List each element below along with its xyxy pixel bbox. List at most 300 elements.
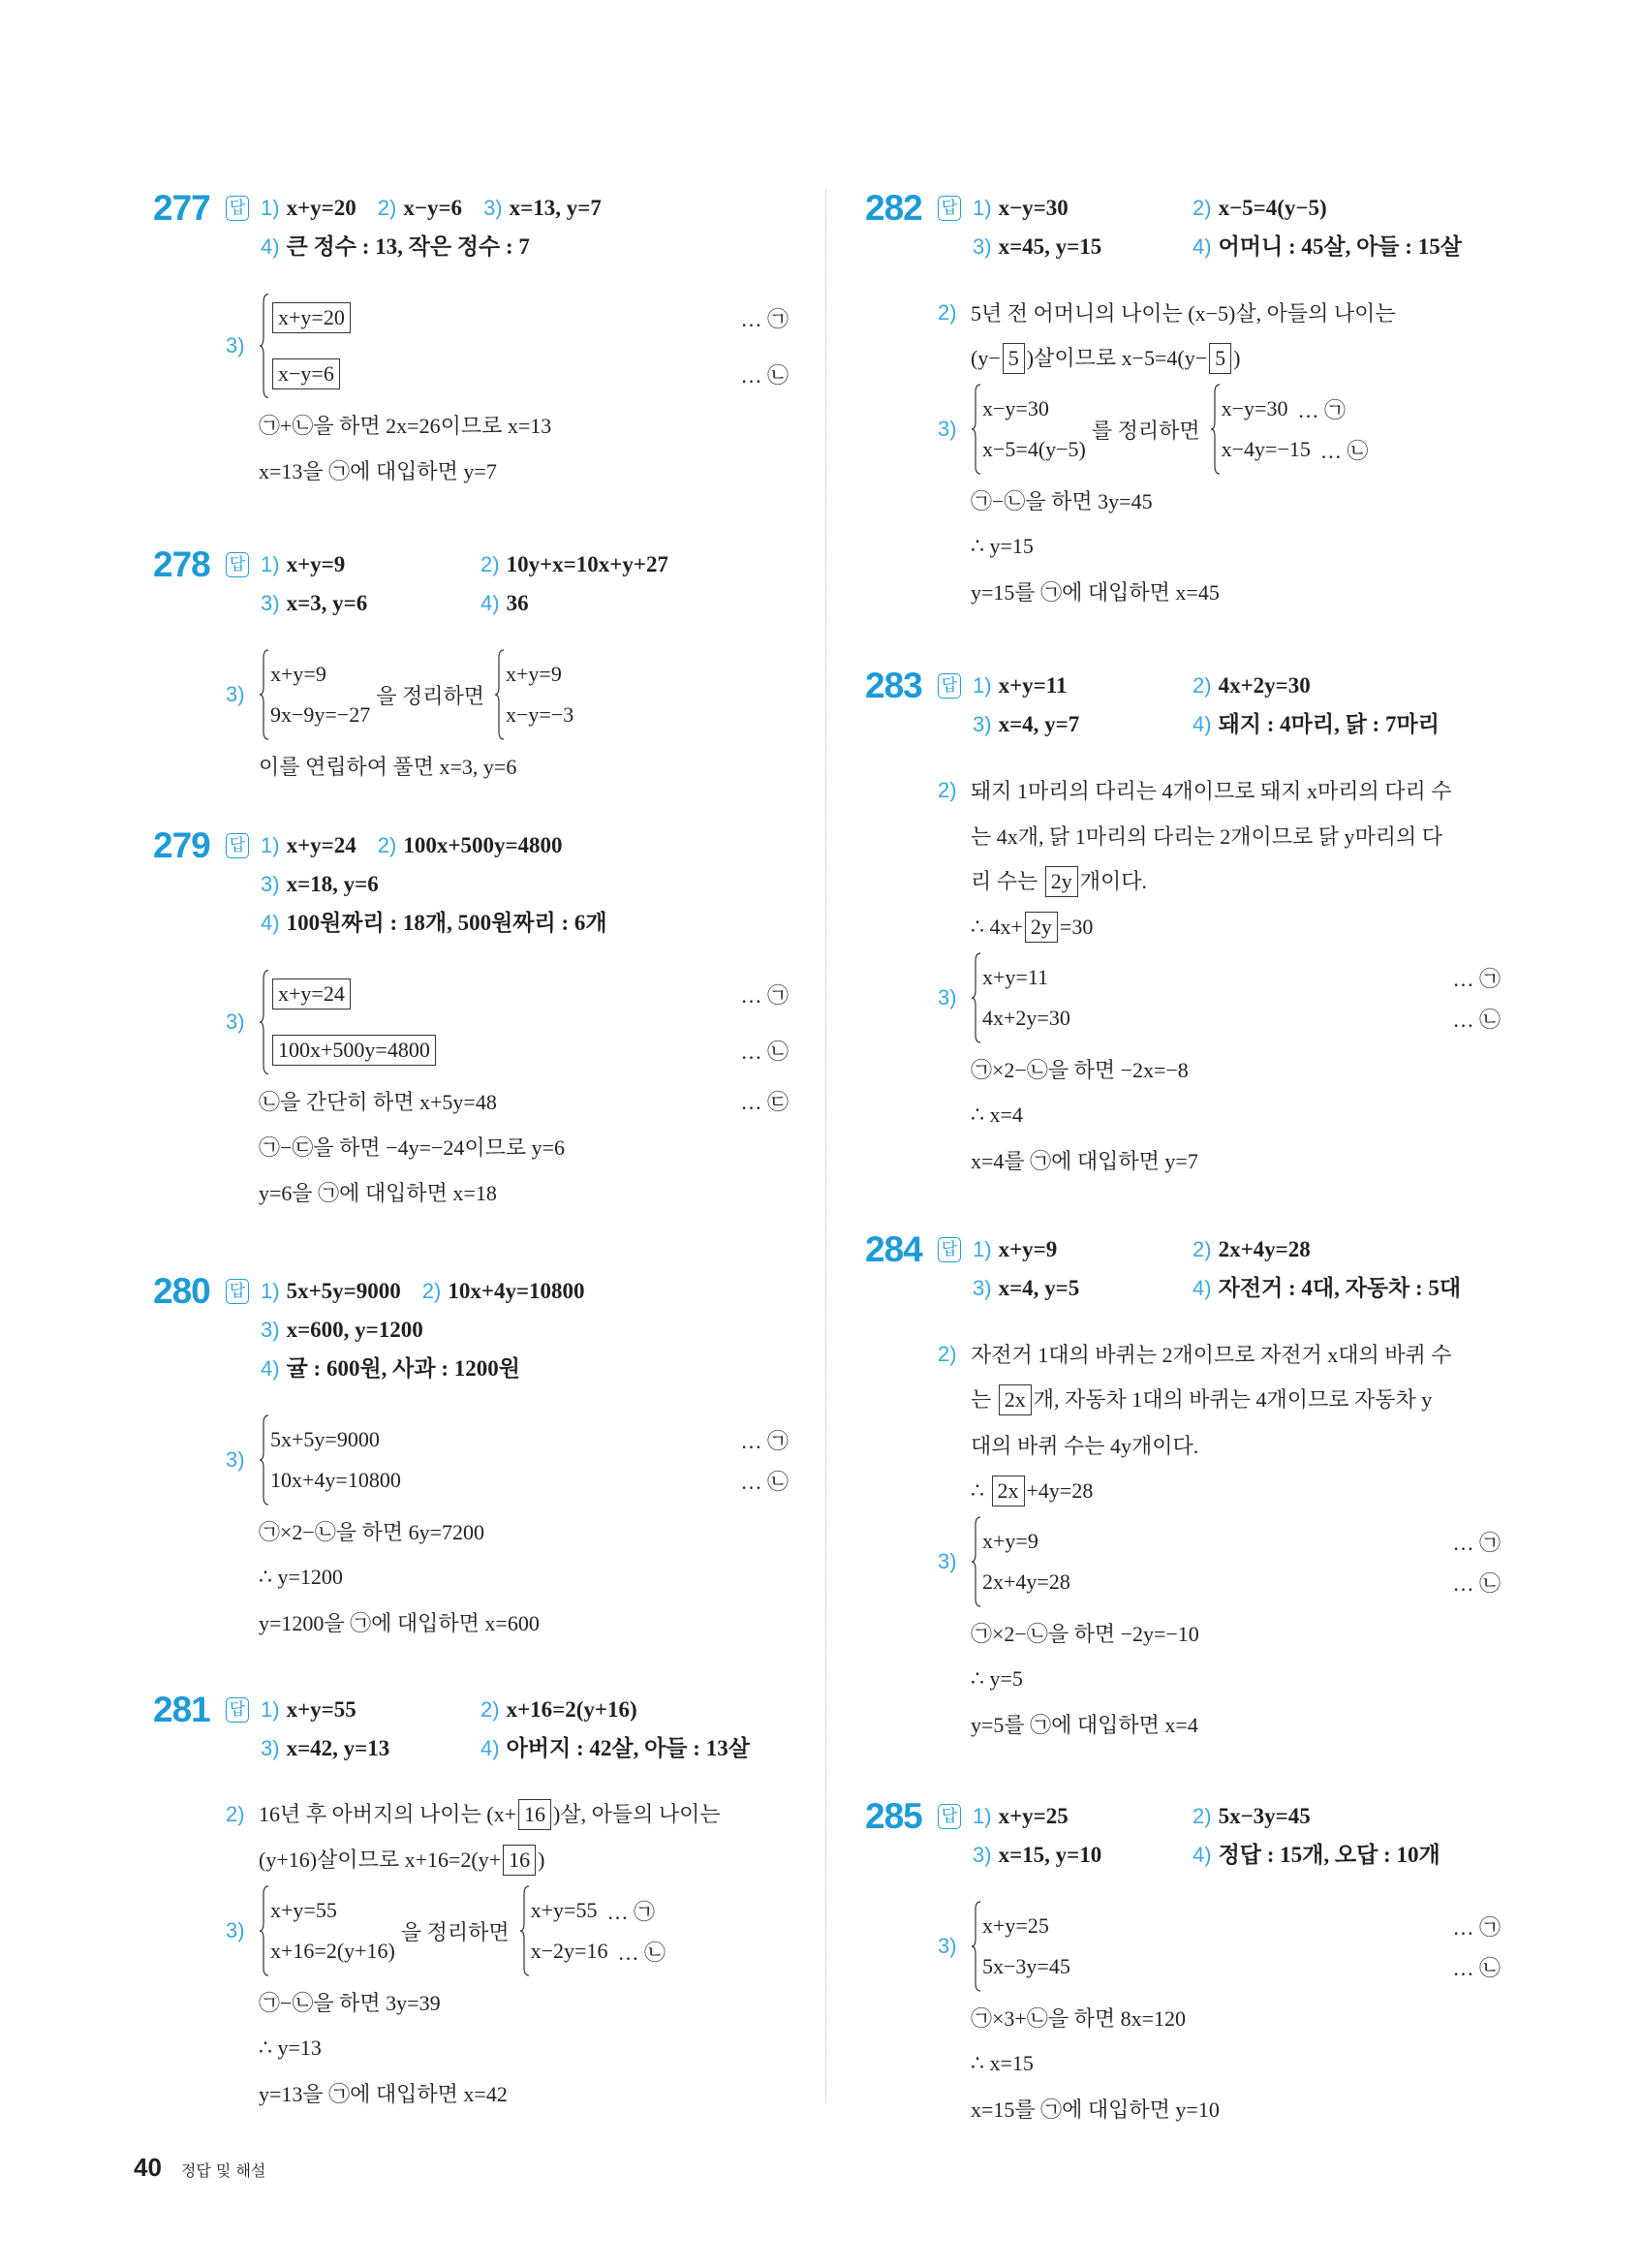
answer-line xyxy=(261,904,792,943)
answer-item xyxy=(480,1691,637,1729)
answer-item xyxy=(261,545,459,584)
text-segment: ∴ y=1200 xyxy=(259,1564,343,1589)
answer-item xyxy=(1193,705,1440,744)
problem-number: 282 xyxy=(865,188,922,228)
system-row xyxy=(270,966,792,1022)
answer-label: 4) xyxy=(261,234,280,259)
left-brace xyxy=(259,966,270,1078)
text-segment: y=5를 ㉠에 대입하면 x=4 xyxy=(971,1713,1198,1737)
answer-label: 1) xyxy=(261,1279,280,1303)
system xyxy=(259,1412,792,1508)
answer-value: x+y=24 xyxy=(286,833,356,857)
answer-line xyxy=(973,228,1504,266)
equation xyxy=(982,1954,1070,1979)
text-segment: 는 4x개, 닭 1마리의 다리는 2개이므로 닭 y마리의 다 xyxy=(971,824,1443,849)
equation-marker: … ㉢ xyxy=(740,1090,789,1114)
answer-value: 큰 정수 : 13, 작은 정수 : 7 xyxy=(286,234,530,259)
answer-item xyxy=(261,1350,520,1388)
equation-system xyxy=(226,1882,792,1979)
answer-label: 3) xyxy=(973,1843,992,1867)
answer-item xyxy=(261,826,356,865)
equation-system xyxy=(226,966,792,1078)
problem-header xyxy=(153,545,792,623)
answer-item xyxy=(973,228,1171,266)
answer-box: 2y xyxy=(1025,912,1058,943)
answer-value: x=600, y=1200 xyxy=(286,1318,423,1342)
equation: x−4y=−15 xyxy=(1221,437,1311,461)
system xyxy=(259,290,792,402)
answer-line xyxy=(973,1797,1504,1836)
section-title: 정답 및 해설 xyxy=(180,2161,266,2180)
equation-marker: … ㉡ xyxy=(1452,1007,1501,1032)
problem-number: 284 xyxy=(865,1229,922,1269)
left-brace xyxy=(259,1882,270,1979)
answer-label: 4) xyxy=(1193,1276,1212,1300)
answer-badge: 답 xyxy=(938,673,961,699)
equation-marker: … ㉡ xyxy=(740,362,789,388)
answer-badge: 답 xyxy=(226,1279,249,1304)
solution-text xyxy=(971,576,1504,606)
system-row xyxy=(982,1946,1504,1987)
solution-text xyxy=(259,2078,792,2108)
solution-line xyxy=(226,402,792,448)
answer-badge: 답 xyxy=(226,196,249,221)
step-label: 3) xyxy=(938,417,957,441)
solution-line xyxy=(938,904,1504,949)
solution-text xyxy=(971,865,1504,897)
answer-label: 4) xyxy=(480,1736,500,1760)
problem-header xyxy=(153,826,792,943)
answer-label: 3) xyxy=(261,1318,280,1342)
system-row xyxy=(982,1906,1504,1946)
answer-item xyxy=(1193,228,1462,266)
problem-282 xyxy=(865,189,1504,614)
answer-badge: 답 xyxy=(938,1804,961,1829)
answer-badge: 답 xyxy=(226,833,249,858)
answer-badge: 답 xyxy=(938,196,961,221)
system-row xyxy=(270,1890,395,1931)
answer-value: x=4, y=7 xyxy=(998,712,1080,736)
answer-item xyxy=(1193,667,1311,705)
equation-marker: … ㉡ xyxy=(740,1039,789,1064)
solution-text xyxy=(971,485,1504,515)
equation-marker: … ㉠ xyxy=(740,982,789,1008)
answer-line xyxy=(261,1691,792,1729)
answer-value: x=18, y=6 xyxy=(286,872,379,896)
text-segment: 2x+4y=28 xyxy=(982,1569,1070,1594)
answer-value: x+y=9 xyxy=(998,1237,1058,1261)
system-rows xyxy=(982,949,1504,1046)
equation: x+y=9 xyxy=(270,662,326,686)
answer-label: 3) xyxy=(261,1736,280,1760)
answer-box: 2x xyxy=(992,1476,1025,1507)
equation-system xyxy=(938,1898,1504,1995)
answer-item xyxy=(261,1272,401,1311)
answer-list xyxy=(973,667,1504,744)
problem-number: 283 xyxy=(865,666,922,705)
step-label: 3) xyxy=(226,682,245,706)
solution-text xyxy=(259,1132,792,1162)
answer-label: 1) xyxy=(261,1697,280,1722)
system-rows xyxy=(270,1412,792,1508)
problem-277 xyxy=(153,189,792,493)
answer-line xyxy=(261,826,792,865)
answer-list xyxy=(261,189,792,266)
problem-header xyxy=(153,189,792,266)
system xyxy=(259,646,792,743)
step-label: 3) xyxy=(938,1934,957,1958)
equation xyxy=(982,1913,1049,1939)
equation xyxy=(270,302,353,333)
answer-label: 2) xyxy=(1193,196,1212,220)
rearrange-text: 을 정리하면 xyxy=(376,683,484,708)
equation-marker: … ㉠ xyxy=(1452,1914,1501,1940)
solution-line xyxy=(938,1468,1504,1513)
text-segment: ㉠×2−㉡을 하면 6y=7200 xyxy=(259,1520,484,1544)
system-row xyxy=(270,290,792,346)
solution-text xyxy=(259,1798,792,1830)
solution-line xyxy=(938,1046,1504,1092)
answer-value: 5x+5y=9000 xyxy=(286,1279,401,1303)
solution-text xyxy=(971,1709,1504,1739)
left-brace xyxy=(259,290,270,402)
answer-label: 2) xyxy=(480,552,500,576)
answer-box: 5 xyxy=(1003,343,1025,374)
solution-text xyxy=(971,1339,1504,1369)
solution-line xyxy=(938,1422,1504,1468)
problem-283 xyxy=(865,667,1504,1183)
system-rows xyxy=(982,1513,1504,1610)
answer-list xyxy=(261,1691,792,1768)
answer-value: x=45, y=15 xyxy=(998,234,1102,259)
equation-marker: … ㉠ xyxy=(1297,397,1346,422)
left-brace xyxy=(494,646,506,743)
solution-line xyxy=(226,1554,792,1600)
solution-text xyxy=(971,1103,1504,1128)
solution xyxy=(153,646,792,789)
system-row xyxy=(270,1460,792,1501)
answer-line xyxy=(973,189,1504,228)
answer-value: 어머니 : 45살, 아들 : 15살 xyxy=(1218,234,1462,259)
system-row xyxy=(982,388,1086,429)
answer-label: 4) xyxy=(1193,712,1212,736)
solution-line xyxy=(226,1600,792,1645)
equation: x−y=30 xyxy=(1221,396,1288,420)
equation-marker: … ㉡ xyxy=(1452,1570,1501,1596)
solution xyxy=(153,1412,792,1645)
answer-item xyxy=(261,1729,459,1768)
text-segment: 자전거 1대의 바퀴는 2개이므로 자전거 x대의 바퀴 수 xyxy=(971,1343,1452,1367)
step-label: 3) xyxy=(226,1447,245,1472)
solution-line xyxy=(226,1124,792,1169)
answer-value: x+y=20 xyxy=(286,196,356,220)
text-segment: (y− xyxy=(971,346,1001,370)
page-number: 40 xyxy=(134,2153,162,2182)
solution-line xyxy=(226,2070,792,2116)
solution xyxy=(153,1791,792,2116)
text-segment: 대의 바퀴 수는 4y개이다. xyxy=(971,1434,1199,1458)
equation xyxy=(270,979,353,1010)
answer-label: 3) xyxy=(973,1276,992,1300)
solution-text xyxy=(259,1607,792,1637)
answer-value: 10y+x=10x+y+27 xyxy=(506,552,668,576)
text-segment: ) xyxy=(538,1848,545,1872)
solution-line xyxy=(226,1078,792,1124)
text-segment: 리 수는 xyxy=(971,869,1043,893)
system-row xyxy=(982,998,1504,1039)
answer-label: 1) xyxy=(973,1237,992,1261)
text-segment: 개이다. xyxy=(1079,869,1148,893)
answer-item xyxy=(261,904,607,943)
equation-marker: … ㉠ xyxy=(1452,966,1501,991)
equation-marker: … ㉠ xyxy=(606,1899,655,1924)
equation xyxy=(270,1035,438,1066)
problem-284 xyxy=(865,1230,1504,1747)
equation: x−2y=16 xyxy=(530,1939,608,1963)
solution-text xyxy=(971,1145,1504,1175)
solution-text xyxy=(971,912,1504,943)
answer-line xyxy=(973,1230,1504,1269)
system-row xyxy=(270,346,792,402)
step-label: 3) xyxy=(226,1010,245,1034)
text-segment: ㉠×2−㉡을 하면 −2y=−10 xyxy=(971,1622,1199,1646)
system-row xyxy=(270,1022,792,1078)
step-label: 2) xyxy=(938,777,957,802)
solution-line xyxy=(226,2025,792,2070)
rearrange-text: 를 정리하면 xyxy=(1091,418,1200,443)
answer-value: x=3, y=6 xyxy=(286,591,368,615)
text-segment: ) xyxy=(1233,346,1241,370)
answer-list xyxy=(261,545,792,623)
answer-line xyxy=(261,189,792,228)
answer-item xyxy=(378,826,563,865)
left-brace xyxy=(971,381,982,478)
equation: x+y=55 xyxy=(530,1898,598,1922)
solution-text xyxy=(971,342,1504,374)
equation-marker: … ㉠ xyxy=(740,306,789,331)
system-rows xyxy=(270,290,792,402)
answer-line xyxy=(261,1272,792,1311)
answer-badge: 답 xyxy=(226,552,249,577)
solution-text xyxy=(259,1086,740,1116)
text-segment: 는 xyxy=(971,1387,997,1412)
answer-label: 3) xyxy=(261,872,280,896)
solution-text xyxy=(259,2035,792,2061)
answer-item xyxy=(973,1230,1171,1269)
solution-line xyxy=(226,448,792,493)
answer-value: x+y=25 xyxy=(998,1804,1069,1828)
equation xyxy=(982,965,1048,990)
solution-line xyxy=(938,523,1504,569)
problem-278 xyxy=(153,545,792,789)
problem-number: 277 xyxy=(153,188,210,228)
answer-list xyxy=(973,1230,1504,1308)
text-segment: (y+16)살이므로 x+16=2(y+ xyxy=(259,1848,502,1872)
text-segment: x=13을 ㉠에 대입하면 y=7 xyxy=(259,459,497,483)
solution-line xyxy=(938,1377,1504,1422)
equation-marker: … ㉡ xyxy=(740,1469,789,1494)
text-segment: ㉠−㉡을 하면 3y=39 xyxy=(259,1991,441,2015)
equation-system xyxy=(938,949,1504,1046)
equation: x−y=30 xyxy=(982,396,1049,420)
answer-line xyxy=(973,667,1504,705)
answer-label: 1) xyxy=(973,1804,992,1828)
answer-label: 1) xyxy=(973,673,992,698)
text-segment: )살이므로 x−5=4(y− xyxy=(1026,346,1208,370)
answer-label: 1) xyxy=(261,833,280,857)
answer-box: 16 xyxy=(518,1799,551,1830)
system xyxy=(971,949,1504,1046)
answer-item xyxy=(973,1269,1171,1308)
step-label: 2) xyxy=(938,299,957,325)
answer-line xyxy=(261,228,792,266)
answer-value: 정답 : 15개, 오답 : 10개 xyxy=(1218,1843,1441,1867)
text-segment: ㉡을 간단히 하면 x+5y=48 xyxy=(259,1090,497,1114)
answer-label: 2) xyxy=(480,1697,500,1722)
equation xyxy=(982,1529,1038,1554)
system-row xyxy=(982,1521,1504,1562)
answer-item xyxy=(973,1836,1171,1875)
answer-item xyxy=(1193,1836,1441,1875)
text-segment: ㉠−㉡을 하면 3y=45 xyxy=(971,489,1153,513)
system-rows xyxy=(982,1898,1504,1995)
problem-285 xyxy=(865,1797,1504,2131)
left-brace xyxy=(971,949,982,1046)
text-segment: x+y=25 xyxy=(982,1913,1049,1938)
answer-line xyxy=(261,1350,792,1388)
problem-header xyxy=(865,1230,1504,1308)
solution-line xyxy=(938,335,1504,381)
left-brace xyxy=(259,646,270,743)
answer-list xyxy=(261,826,792,943)
system-row xyxy=(531,1931,666,1972)
problem-header xyxy=(865,1797,1504,1875)
step-label: 3) xyxy=(938,985,957,1010)
answer-value: 36 xyxy=(506,591,529,615)
answer-label: 4) xyxy=(261,911,280,935)
text-segment: 16년 후 아버지의 나이는 (x+ xyxy=(259,1802,517,1826)
text-segment: 4x+2y=30 xyxy=(982,1006,1070,1030)
solution xyxy=(865,767,1504,1183)
answer-line xyxy=(973,1836,1504,1875)
equation-system xyxy=(226,290,792,402)
answer-value: 귤 : 600원, 사과 : 1200원 xyxy=(286,1356,520,1381)
answer-line xyxy=(261,1729,792,1768)
system-row xyxy=(270,1419,792,1460)
answer-value: x=42, y=13 xyxy=(286,1736,390,1760)
system-rows-rearranged xyxy=(506,646,573,743)
answer-label: 2) xyxy=(1193,1804,1212,1828)
left-brace xyxy=(971,1898,982,1995)
answer-label: 3) xyxy=(261,591,280,615)
answer-label: 3) xyxy=(973,712,992,736)
text-segment: ㉠×3+㉡을 하면 8x=120 xyxy=(971,2006,1186,2031)
solution-line xyxy=(226,743,792,789)
solution-line xyxy=(226,1791,792,1837)
system-rows-original xyxy=(270,646,370,743)
text-segment: y=15를 ㉠에 대입하면 x=45 xyxy=(971,580,1220,605)
answer-list xyxy=(261,1272,792,1388)
text-segment: ㉠−㉢을 하면 −4y=−24이므로 y=6 xyxy=(259,1135,566,1160)
equation-marker: … ㉠ xyxy=(740,1428,789,1453)
answer-item xyxy=(1193,1797,1311,1836)
problem-279 xyxy=(153,826,792,1215)
answer-line xyxy=(261,865,792,904)
answer-line xyxy=(261,545,792,584)
text-segment: ∴ y=5 xyxy=(971,1665,1023,1691)
system-rows-original xyxy=(982,381,1086,478)
text-segment: ㉠×2−㉡을 하면 −2x=−8 xyxy=(971,1058,1189,1082)
answer-item xyxy=(480,584,529,623)
answer-box: x+y=20 xyxy=(272,302,351,333)
answer-label: 1) xyxy=(261,196,280,220)
problem-header xyxy=(153,1691,792,1768)
answer-label: 2) xyxy=(377,196,397,220)
answer-line xyxy=(973,1269,1504,1308)
text-segment: ∴ xyxy=(971,1477,990,1503)
solution xyxy=(865,1331,1504,1747)
solution-text xyxy=(259,410,792,440)
answer-label: 1) xyxy=(973,196,992,220)
system-row xyxy=(531,1890,666,1931)
answer-line xyxy=(973,705,1504,744)
system-row xyxy=(1222,388,1369,429)
text-segment: x=4를 ㉠에 대입하면 y=7 xyxy=(971,1149,1198,1173)
answer-item xyxy=(261,189,356,228)
answer-value: x+y=11 xyxy=(998,673,1068,698)
solution-text xyxy=(259,1565,792,1590)
equation-system xyxy=(226,646,792,743)
answer-item xyxy=(973,667,1171,705)
solution-text xyxy=(971,1383,1504,1415)
system xyxy=(971,381,1504,478)
answer-label: 2) xyxy=(421,1279,442,1303)
step-label: 3) xyxy=(226,333,245,357)
answer-label: 4) xyxy=(480,591,500,615)
answer-badge: 답 xyxy=(226,1697,249,1723)
answer-item xyxy=(973,1797,1171,1836)
system xyxy=(971,1513,1504,1610)
answer-label: 3) xyxy=(483,196,503,220)
text-segment: x=15를 ㉠에 대입하면 y=10 xyxy=(971,2097,1220,2122)
solution-line xyxy=(938,1137,1504,1183)
equation xyxy=(270,1468,401,1493)
answer-label: 2) xyxy=(1193,673,1212,698)
text-segment: 10x+4y=10800 xyxy=(270,1468,401,1492)
text-segment: 개, 자동차 1대의 바퀴는 4개이므로 자동차 y xyxy=(1033,1387,1433,1412)
equation xyxy=(270,358,342,389)
solution-text xyxy=(971,1054,1504,1084)
answer-value: x+16=2(y+16) xyxy=(506,1697,637,1722)
problem-280 xyxy=(153,1272,792,1645)
answer-item xyxy=(480,545,668,584)
solution xyxy=(153,290,792,493)
text-segment: 이를 연립하여 풀면 x=3, y=6 xyxy=(259,755,517,779)
answer-label: 4) xyxy=(1193,1843,1212,1867)
step-label: 3) xyxy=(938,1549,957,1573)
solution-text xyxy=(971,1666,1504,1692)
solution-line xyxy=(938,478,1504,523)
solution-text xyxy=(971,821,1504,851)
answer-label: 2) xyxy=(377,833,397,857)
answer-list xyxy=(973,1797,1504,1875)
left-brace xyxy=(971,1513,982,1610)
answer-item xyxy=(378,189,462,228)
system-row xyxy=(982,429,1086,470)
answer-value: x=4, y=5 xyxy=(998,1276,1080,1300)
answer-item xyxy=(261,1311,423,1350)
solution-line xyxy=(226,1837,792,1882)
